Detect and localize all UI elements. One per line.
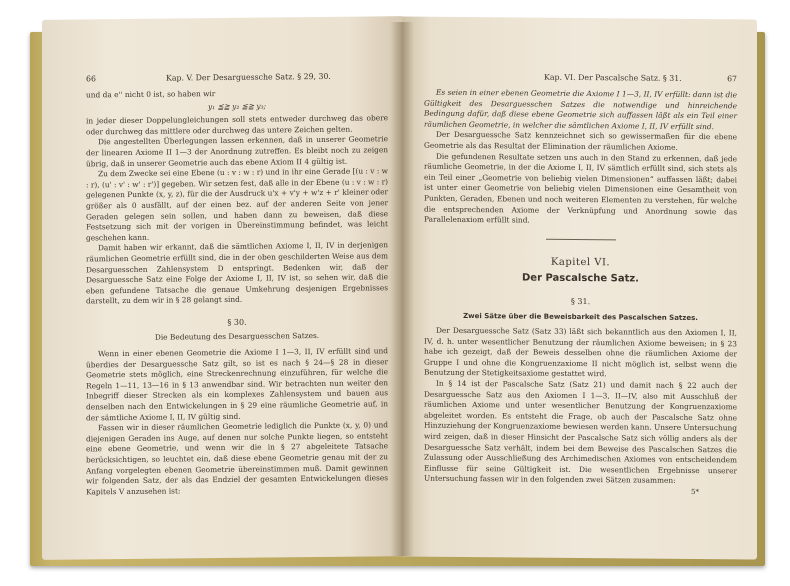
paragraph: in jeder dieser Doppelungleichungen soll stets entweder durchweg das obere oder durchweg das mittlere oder durchweg das untere Zeichen gelten. xyxy=(86,113,388,137)
section-title: Die Bedeutung des Desarguesschen Satzes. xyxy=(154,331,320,343)
left-page xyxy=(42,16,402,560)
left-page-header xyxy=(86,71,388,88)
paragraph: Der Desarguessche Satz kennzeichnet sich so gewissermaßen für die ebene Geometrie als das Resultat der Elimination der räumlichen Axiome. xyxy=(424,130,737,152)
formula: y₁ ≦≧ y₂ ≦≧ y₃; xyxy=(207,101,267,111)
section-title: Zwei Sätze über die Beweisbarkeit des Pascalschen Satzes. xyxy=(463,311,698,322)
theorem-paragraph: Es seien in einer ebenen Geometrie die Axiome I 1—3, II, IV erfüllt: dann ist die Gültigkeit des Desarguesschen Satzes die notwendige und hinreichende Bedingung dafür, daß diese ebene Geometrie sich auffassen läßt als ein Teil einer räumlichen Geometrie, in welcher die sämtlichen Axiome I, II, IV erfüllt sind. xyxy=(424,87,737,131)
right-page-number: 67 xyxy=(727,74,737,84)
paragraph: Die gefundenen Resultate setzen uns auch in den Stand zu erkennen, daß jede räumliche Geometrie, in der die Axiome I, II, IV sämtlich erfüllt sind, sich stets als ein Teil einer „Geometrie von beliebig vielen Dimensionen“ auffassen läßt; dabei ist unter einer Geometrie von beliebig vielen Dimensionen eine Gesamtheit von Punkten, Geraden, Ebenen und noch weiteren Elementen zu verstehen, für welche die entsprechenden Axiome der Verknüpfung und Anordnung sowie das Parallelenaxiom erfüllt sind. xyxy=(424,151,737,225)
right-page xyxy=(402,16,757,559)
open-book xyxy=(30,18,765,566)
printer-signature: 5* xyxy=(691,487,699,497)
section-number: § 30. xyxy=(227,317,247,327)
right-page-header xyxy=(424,72,737,89)
chapter-title: Der Pascalsche Satz. xyxy=(522,272,639,285)
paragraph: In § 14 ist der Pascalsche Satz (Satz 21) und damit nach § 22 auch der Desarguessche Satz aus den Axiomen I 1—3, II—IV, also mit Ausschluß der räumlichen Axiome und unter wesentlicher Benutzung der Kongruenzaxiome abgeleitet worden. Es entsteht die Frage, ob auch der Pascalsche Satz ohne Hinzuziehung der Kongruenzaxiome bewiesen werden kann. Unsere Untersuchung wird zeigen, daß in dieser Hinsicht der Pascalsche Satz sich völlig anders als der Desarguessche Satz verhält, indem bei dem Beweise des Pascalschen Satzes die Zulassung oder Ausschließung des Archimedischen Axiomes von entscheidendem Einflusse für seine Gültigkeit ist. Die wesentlichen Ergebnisse unserer Untersuchung fassen wir in den folgenden zwei Sätzen zusammen: xyxy=(424,378,737,486)
book-gutter xyxy=(390,22,414,556)
right-running-head: Kap. VI. Der Pascalsche Satz. § 31. xyxy=(544,72,682,83)
paragraph: Der Desarguessche Satz (Satz 33) läßt sich bekanntlich aus den Axiomen I, II, IV, d. h. unter wesentlicher Benutzung der räumlichen Axiome beweisen; in § 23 habe ich gezeigt, daß der Beweis desselben ohne die räumlichen Axiome der Gruppe I und ohne die Kongruenzaxiome II nicht möglich ist, selbst wenn die Benutzung der Stetigkeitsaxiome gestattet wird. xyxy=(424,325,737,379)
left-running-head: Kap. V. Der Desarguessche Satz. § 29, 30. xyxy=(166,71,331,83)
chapter-label: Kapitel VI. xyxy=(550,256,611,268)
paragraph: Damit haben wir erkannt, daß die sämtlichen Axiome I, II, IV in derjenigen räumlichen Geometrie erfüllt sind, die in der oben geschilderten Weise aus dem Desarguesschen Zahlensystem D entspringt. Bedenken wir, daß der Desarguessche Satz eine Folge der Axiome I, II, IV ist, so sehen wir, daß die eben gefundene Tatsache die genaue Umkehrung desjenigen Ergebnisses darstellt, zu dem wir in § 28 gelangt sind. xyxy=(86,240,388,306)
paragraph: Wenn in einer ebenen Geometrie die Axiome I 1—3, II, IV erfüllt sind und überdies der Desarguessche Satz gilt, so ist es nach § 24—§ 28 in dieser Geometrie stets möglich, eine Streckenrechnung einzuführen, für welche die Regeln 1—11, 13—16 in § 13 anwendbar sind. Wir betrachten nun weiter den Inbegriff dieser Strecken als ein komplexes Zahlensystem und bauen aus denselben nach den Entwickelungen in § 29 eine räumliche Geometrie auf, in der sämtliche Axiome I, II, IV gültig sind. xyxy=(86,346,388,423)
paragraph: Zu dem Zwecke sei eine Ebene (u : v : w : r) und in ihr eine Gerade [(u : v : w : r), (u' : v' : w' : r')] gegeben. Wir setzen fest, daß alle in der Ebene (u : v : w : r) gelegenen Punkte (x, y, z), für die der Ausdruck u'x + v'y + w'z + r' kleiner oder größer als 0 ausfällt, auf der einen bez. auf der anderen Seite von jener Geraden gelegen sein sollen, und haben dann zu beweisen, daß diese Festsetzung sich mit der vorigen in Übereinstimmung befindet, was leicht geschehen kann. xyxy=(86,166,388,243)
divider xyxy=(546,238,616,240)
paragraph: und da e'' nicht 0 ist, so haben wir xyxy=(86,89,216,100)
section-number: § 31. xyxy=(570,296,591,306)
paragraph: Die angestellten Überlegungen lassen erkennen, daß in unserer Geometrie der linearen Axiome II 1—3 der Anordnung zutreffen. Es bleibt noch zu zeigen übrig, daß in unserer Geometrie auch das ebene Axiom II 4 gültig ist. xyxy=(86,134,388,168)
left-page-number: 66 xyxy=(86,74,96,84)
paragraph: Fassen wir in dieser räumlichen Geometrie lediglich die Punkte (x, y, 0) und diejenigen Geraden ins Auge, auf denen nur solche Punkte liegen, so entsteht eine ebene Geometrie, und wenn wir die in § 27 abgeleitete Tatsache berücksichtigen, so leuchtet ein, daß diese ebene Geometrie genau mit der zu Anfang vorgelegten ebenen Geometrie übereinstimmen muß. Damit gewinnen wir folgenden Satz, der als das Endziel der gesamten Entwickelungen dieses Kapitels V anzusehen ist: xyxy=(86,420,388,497)
